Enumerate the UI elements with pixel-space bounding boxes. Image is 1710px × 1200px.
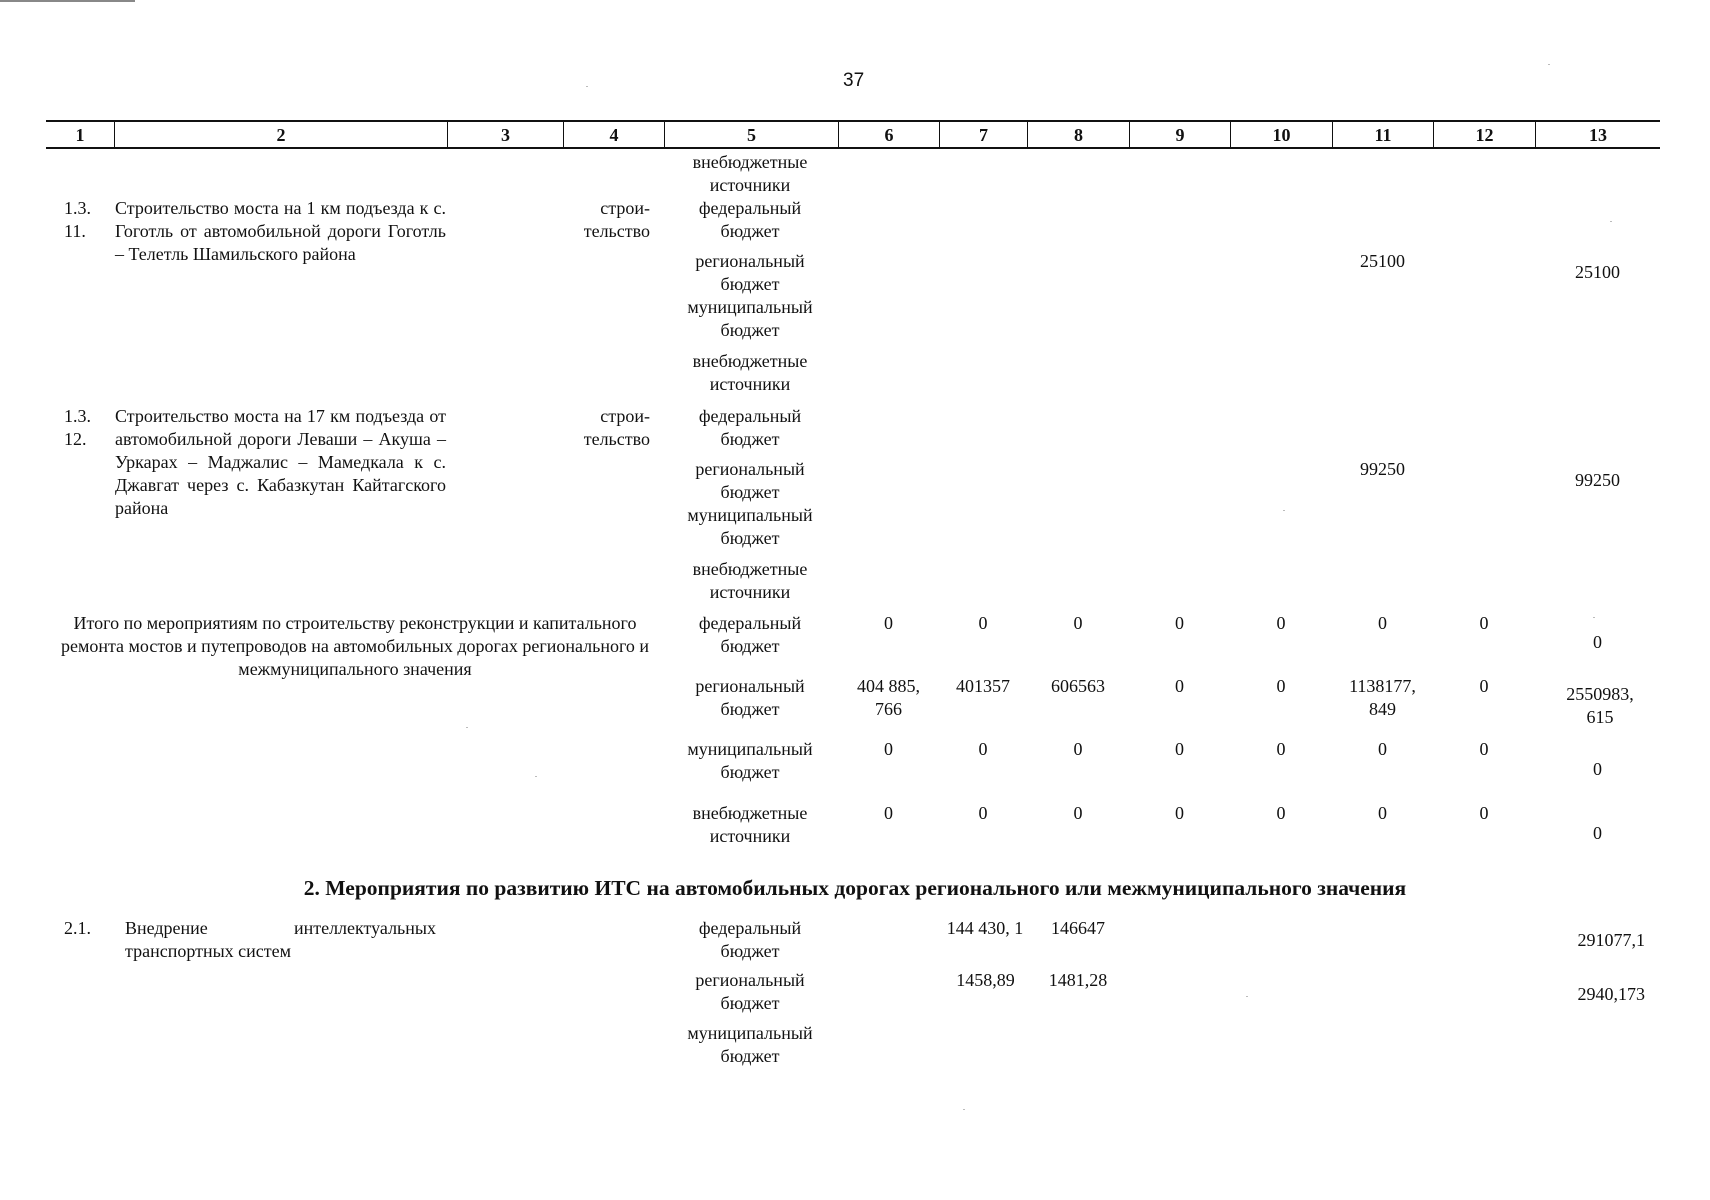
col-header-8: 8: [1027, 122, 1129, 147]
total-federal-col6: 0: [884, 613, 893, 633]
total-municipal-col9: 0: [1175, 739, 1184, 759]
row-number: 1.3. 11.: [64, 198, 91, 241]
total-extrabudget-col6: 0: [884, 803, 893, 823]
total-municipal-col11: 0: [1378, 739, 1387, 759]
work-type: строи-тельство: [583, 406, 650, 449]
value-col11: 99250: [1360, 459, 1405, 479]
scan-speck: [466, 727, 468, 728]
source-extrabudget: внебюджетные источники: [692, 803, 808, 846]
work-type: строи-тельство: [583, 198, 650, 241]
source-municipal: муниципальный бюджет: [687, 1023, 813, 1066]
col-header-2: 2: [114, 122, 447, 147]
col-header-10: 10: [1230, 122, 1332, 147]
source-extrabudget: внебюджетные источники: [692, 152, 808, 195]
total-regional-col6: 404 885, 766: [857, 676, 920, 719]
row21-regional-col8: 1481,28: [1048, 970, 1108, 990]
total-extrabudget-col9: 0: [1175, 803, 1184, 823]
col-header-12: 12: [1433, 122, 1535, 147]
scan-speck: [1593, 617, 1595, 618]
source-federal: федеральный бюджет: [698, 918, 802, 961]
scan-speck: [586, 86, 588, 87]
total-extrabudget-col8: 0: [1073, 803, 1083, 823]
scan-speck: [1283, 510, 1285, 511]
source-federal: федеральный бюджет: [698, 406, 802, 449]
total-federal-col12: 0: [1479, 613, 1489, 633]
source-extrabudget: внебюджетные источники: [692, 559, 808, 602]
row21-federal-col13: 291077,1: [1577, 930, 1645, 950]
total-label: Итого по мероприятиям по строительству реконструкции и капитального ремонта мостов и путепроводов на автомобильных дорогах регионального и межмуниципального значения: [60, 613, 650, 679]
row-name: Строительство моста на 17 км подъезда от автомобильной дороги Леваши – Акуша – Уркарах – Маджалис – Мамедкала к с. Джавгат через с. Кабазкутан Кайтагского района: [115, 406, 446, 518]
total-extrabudget-col10: 0: [1276, 803, 1286, 823]
total-regional-col12: 0: [1479, 676, 1489, 696]
row21-federal-col7: 144 430, 1: [946, 918, 1024, 938]
source-regional: региональный бюджет: [695, 676, 805, 719]
total-regional-col7: 401357: [956, 676, 1010, 696]
row-number: 1.3. 12.: [64, 406, 91, 449]
col-header-4: 4: [563, 122, 664, 147]
total-regional-col11: 1138177, 849: [1349, 676, 1416, 719]
total-federal-col8: 0: [1073, 613, 1083, 633]
source-federal: федеральный бюджет: [698, 198, 802, 241]
scan-speck: [963, 1109, 965, 1110]
total-municipal-col13: 0: [1593, 759, 1602, 779]
source-regional: региональный бюджет: [695, 251, 805, 294]
value-col13: 25100: [1575, 262, 1620, 282]
total-federal-col7: 0: [978, 613, 988, 633]
source-regional: региональный бюджет: [695, 459, 805, 502]
col-header-1: 1: [75, 125, 85, 145]
total-regional-col9: 0: [1175, 676, 1184, 696]
col-header-9: 9: [1129, 122, 1230, 147]
total-municipal-col12: 0: [1479, 739, 1489, 759]
source-regional: региональный бюджет: [695, 970, 805, 1013]
col-header-5: 5: [664, 122, 838, 147]
col-header-13: 13: [1535, 122, 1660, 147]
value-col13: 99250: [1575, 470, 1620, 490]
total-federal-col10: 0: [1276, 613, 1286, 633]
page-number: 37: [843, 70, 865, 91]
row-name: Внедрение интеллектуальных транспортных систем: [125, 918, 436, 961]
total-federal-col11: 0: [1378, 613, 1387, 633]
total-municipal-col7: 0: [978, 739, 988, 759]
col-header-7: 7: [939, 122, 1027, 147]
total-municipal-col6: 0: [884, 739, 893, 759]
source-extrabudget: внебюджетные источники: [692, 351, 808, 394]
scan-speck: [1610, 221, 1612, 222]
total-municipal-col8: 0: [1073, 739, 1083, 759]
total-municipal-col10: 0: [1276, 739, 1286, 759]
source-municipal: муниципальный бюджет: [687, 297, 813, 340]
row-name: Строительство моста на 1 км подъезда к с. Гоготль от автомобильной дороги Гоготль – Телетль Шамильского района: [115, 198, 446, 264]
header-bottom-rule: [46, 147, 1660, 149]
section-heading: 2. Мероприятия по развитию ИТС на автомобильных дорогах регионального или межмуниципального значения: [303, 876, 1407, 900]
scan-speck: [1548, 64, 1550, 65]
total-federal-col13: 0: [1593, 632, 1602, 652]
total-regional-col13: 2550983, 615: [1566, 684, 1634, 727]
total-extrabudget-col7: 0: [978, 803, 988, 823]
source-municipal: муниципальный бюджет: [687, 505, 813, 548]
col-header-6: 6: [838, 122, 939, 147]
total-extrabudget-col11: 0: [1378, 803, 1387, 823]
total-federal-col9: 0: [1175, 613, 1184, 633]
row21-regional-col13: 2940,173: [1577, 984, 1645, 1004]
scan-speck: [1246, 996, 1248, 997]
row-number: 2.1.: [64, 918, 91, 938]
total-extrabudget-col12: 0: [1479, 803, 1489, 823]
col-header-11: 11: [1332, 122, 1433, 147]
col-header-3: 3: [447, 122, 563, 147]
row21-regional-col7: 1458,89: [956, 970, 1015, 990]
source-federal: федеральный бюджет: [698, 613, 802, 656]
total-extrabudget-col13: 0: [1593, 823, 1602, 843]
scan-edge-mark: [0, 0, 135, 2]
total-regional-col10: 0: [1276, 676, 1286, 696]
value-col11: 25100: [1360, 251, 1405, 271]
row21-federal-col8: 146647: [1051, 918, 1105, 938]
scan-speck: [535, 776, 537, 777]
source-municipal: муниципальный бюджет: [687, 739, 813, 782]
total-regional-col8: 606563: [1051, 676, 1105, 696]
